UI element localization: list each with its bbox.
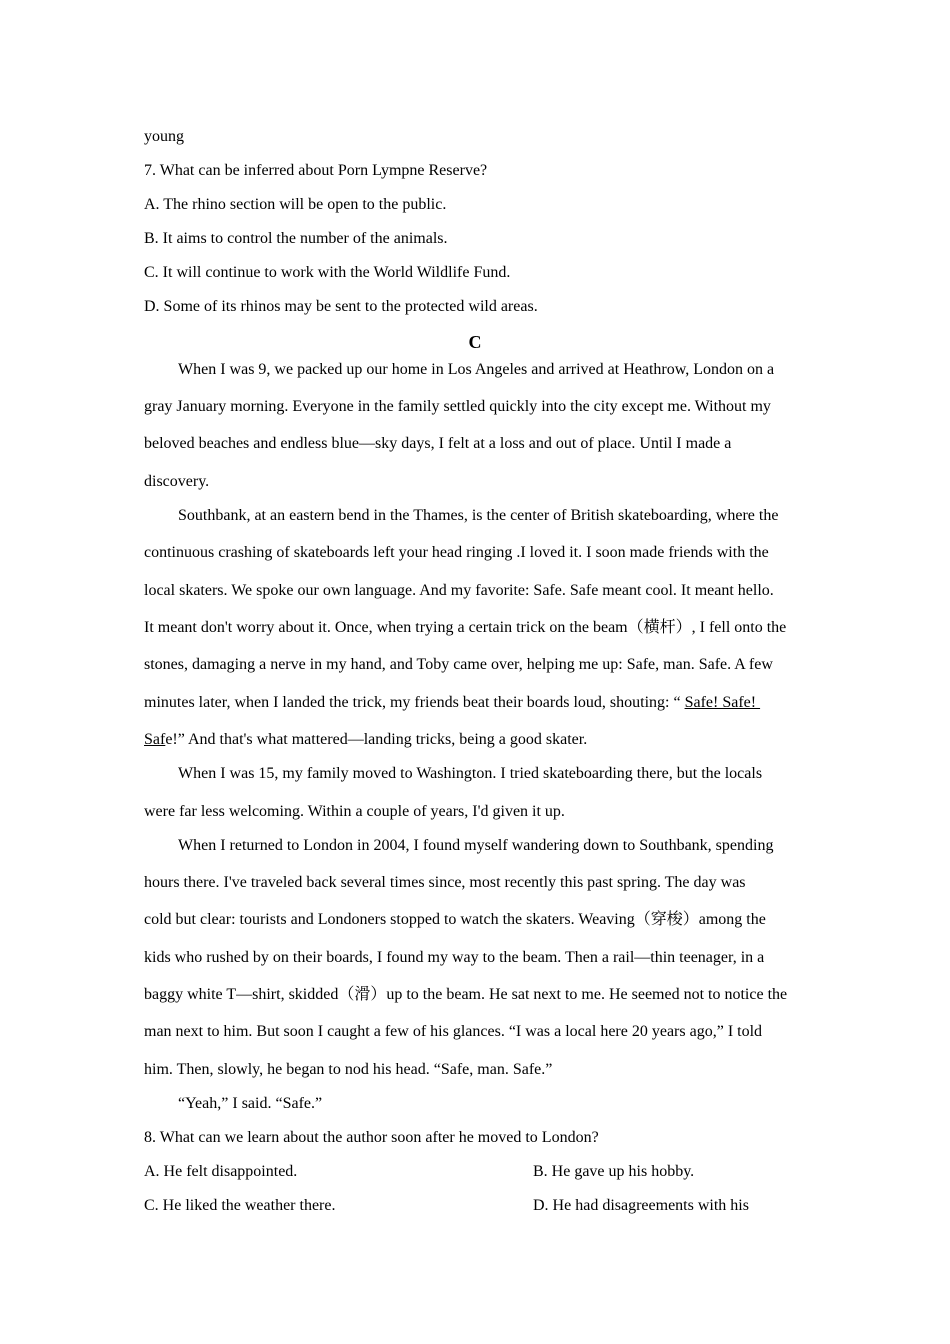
question-7-option-b: B. It aims to control the number of the animals. xyxy=(144,230,448,247)
paragraph-1-line: gray January morning. Everyone in the family settled quickly into the city except me. Without my xyxy=(144,398,771,415)
paragraph-4-line: hours there. I've traveled back several times since, most recently this past spring. The day was xyxy=(144,874,746,891)
paragraph-4-line: man next to him. But soon I caught a few of his glances. “I was a local here 20 years ago,” I told xyxy=(144,1023,763,1040)
paragraph-3-line: When I was 15, my family moved to Washington. I tried skateboarding there, but the locals xyxy=(178,765,763,782)
paragraph-3-line: were far less welcoming. Within a couple of years, I'd given it up. xyxy=(144,803,565,820)
paragraph-2-line: continuous crashing of skateboards left your head ringing .I loved it. I soon made friends with the xyxy=(144,544,769,561)
paragraph-4-line: baggy white T—shirt, skidded（滑）up to the beam. He sat next to me. He seemed not to notice the xyxy=(144,986,788,1003)
question-7-option-c: C. It will continue to work with the World Wildlife Fund. xyxy=(144,264,511,281)
question-7-option-d: D. Some of its rhinos may be sent to the protected wild areas. xyxy=(144,298,538,315)
question-8-option-b: B. He gave up his hobby. xyxy=(533,1163,695,1180)
paragraph-4-line: cold but clear: tourists and Londoners stopped to watch the skaters. Weaving（穿梭）among the xyxy=(144,911,766,928)
question-8-option-c: C. He liked the weather there. xyxy=(144,1197,336,1214)
question-8-option-d: D. He had disagreements with his xyxy=(533,1197,749,1214)
underlined-quote: Saf xyxy=(144,731,166,748)
paragraph-5-line: “Yeah,” I said. “Safe.” xyxy=(178,1095,323,1112)
paragraph-2-line: stones, damaging a nerve in my hand, and Toby came over, helping me up: Safe, man. Safe. A few xyxy=(144,656,773,673)
question-8-option-a: A. He felt disappointed. xyxy=(144,1163,298,1180)
paragraph-2-line: It meant don't worry about it. Once, when trying a certain trick on the beam（横杆）, I fell onto the xyxy=(144,619,787,636)
paragraph-1-line: beloved beaches and endless blue—sky days, I felt at a loss and out of place. Until I made a xyxy=(144,435,732,452)
paragraph-2-line: Southbank, at an eastern bend in the Thames, is the center of British skateboarding, where the xyxy=(178,507,779,524)
question-7-option-a: A. The rhino section will be open to the public. xyxy=(144,196,447,213)
paragraph-2-line xyxy=(144,693,760,713)
paragraph-2-text: e!” And that's what mattered—landing tricks, being a good skater. xyxy=(165,731,588,748)
paragraph-4-line: kids who rushed by on their boards, I found my way to the beam. Then a rail—thin teenager, in a xyxy=(144,949,765,966)
paragraph-2-text: minutes later, when I landed the trick, my friends beat their boards loud, shouting: “ xyxy=(144,694,685,711)
section-heading: C xyxy=(468,332,482,352)
paragraph-1-line: When I was 9, we packed up our home in Los Angeles and arrived at Heathrow, London on a xyxy=(178,361,775,378)
paragraph-2-line xyxy=(144,730,587,750)
paragraph-1-line: discovery. xyxy=(144,473,210,490)
paragraph-4-line: When I returned to London in 2004, I found myself wandering down to Southbank, spending xyxy=(178,837,774,854)
underlined-quote: Safe! Safe! xyxy=(684,694,761,711)
paragraph-2-line: local skaters. We spoke our own language. And my favorite: Safe. Safe meant cool. It meant hello. xyxy=(144,582,774,599)
question-8-stem: 8. What can we learn about the author soon after he moved to London? xyxy=(144,1129,599,1146)
question-7-stem: 7. What can be inferred about Porn Lympne Reserve? xyxy=(144,162,488,179)
paragraph-4-line: him. Then, slowly, he began to nod his head. “Safe, man. Safe.” xyxy=(144,1061,553,1078)
fragment-top: young xyxy=(144,128,184,145)
